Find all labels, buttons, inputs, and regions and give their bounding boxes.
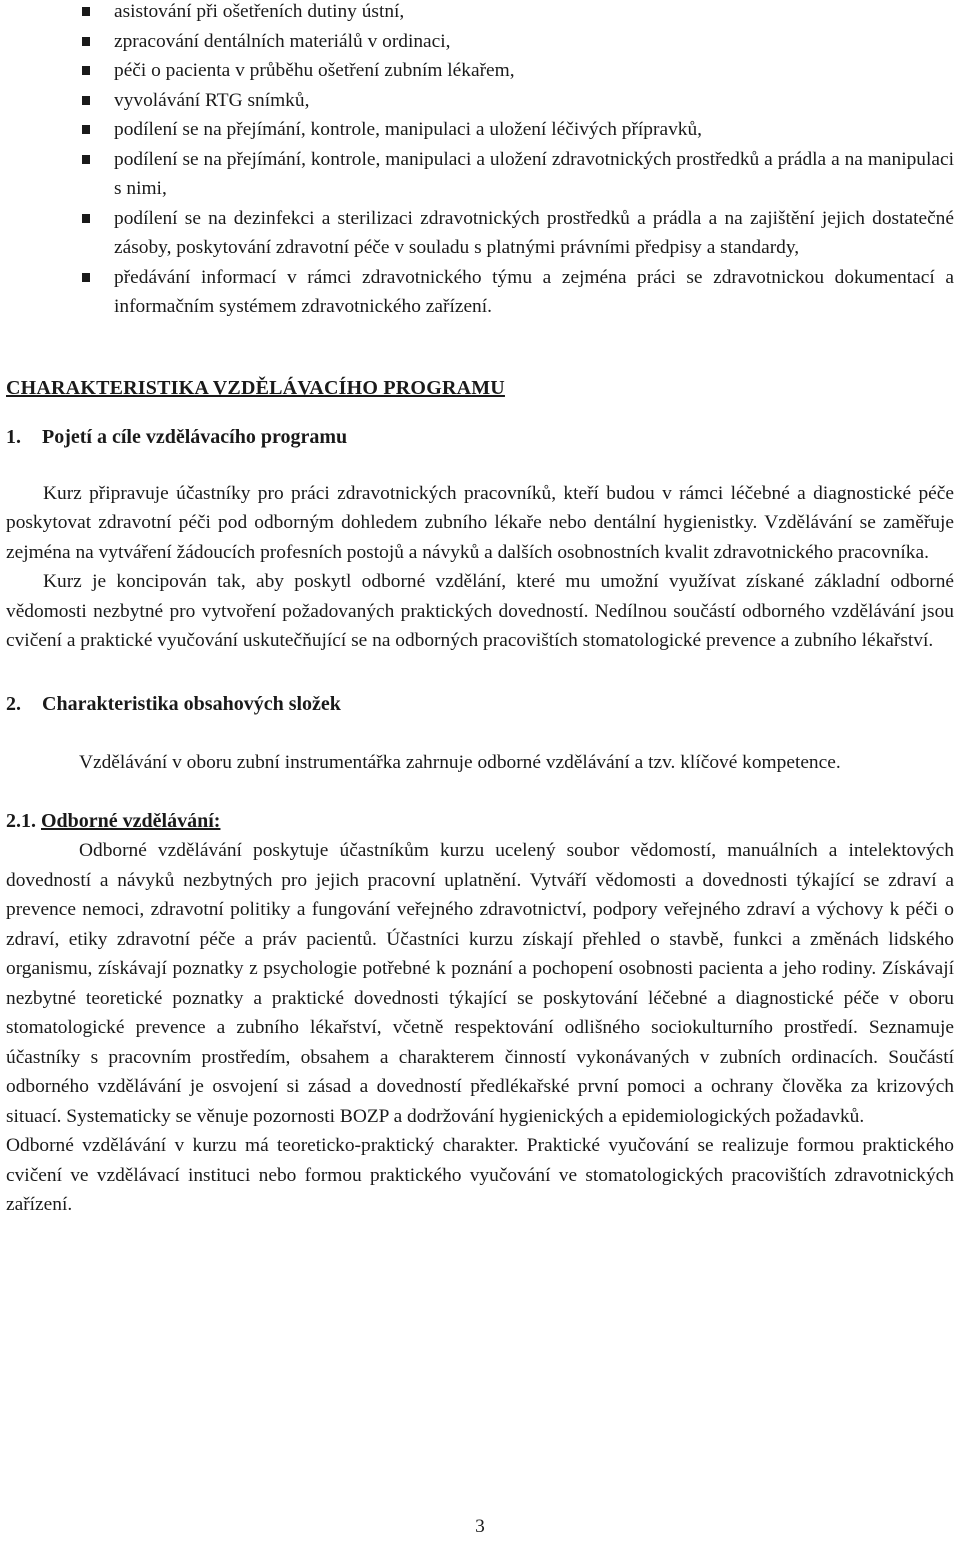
page-number: 3 — [475, 1516, 485, 1537]
square-bullet-icon — [82, 273, 90, 282]
square-bullet-icon — [82, 214, 90, 223]
list-item — [114, 0, 954, 27]
heading-text: Odborné vzdělávání: — [41, 809, 221, 832]
list-item — [114, 145, 954, 204]
list-item — [114, 263, 954, 322]
square-bullet-icon — [82, 96, 90, 105]
square-bullet-icon — [82, 66, 90, 75]
heading-number: 1. — [6, 426, 21, 448]
paragraph: Kurz je koncipován tak, aby poskytl odborné vzdělání, které mu umožní využívat získané základní odborné vědomosti nezbytné pro vytvoření požadovaných praktických dovedností. Nedílnou součástí odborného vzdělávání jsou cvičení a praktické vyučování uskutečňující se na odborných pracovištích stomatologické prevence a zubního lékařství. — [6, 571, 954, 651]
list-item-text: podílení se na přejímání, kontrole, manipulaci a uložení léčivých přípravků, — [114, 119, 702, 140]
paragraph — [6, 748, 954, 778]
square-bullet-icon — [82, 37, 90, 46]
list-item-text: podílení se na přejímání, kontrole, manipulaci a uložení zdravotnických prostředků a prádla a na manipulaci s nimi, — [114, 148, 954, 199]
paragraph: Odborné vzdělávání v kurzu má teoreticko-praktický charakter. Praktické vyučování se realizuje formou praktického cvičení ve vzdělávací instituci nebo formou praktického vyučování ve stomatologických pracovištích zdravotnických zařízení. — [6, 1135, 954, 1215]
paragraph: Odborné vzdělávání poskytuje účastníkům kurzu ucelený soubor vědomostí, manuálních a intelektových dovedností a návyků nezbytných pro jejich pracovní uplatnění. Vytváří vědomosti a dovednosti týkající se zdraví a prevence nemoci, zdravotní politiky a fungování veřejného zdravotnictví, podpory veřejného zdraví a výchovy k péči o zdraví, etiky zdravotní péče a práv pacientů. Účastníci kurzu získají přehled o stavbě, funkci a změnách lidského organismu, získávají poznatky z psychologie potřebné k poznání a pochopení osobnosti pacienta a jeho rodiny. Získávají nezbytné teoretické poznatky a praktické dovednosti týkající se poskytování léčebné a diagnostické péče v oboru stomatologické prevence a zubního lékařství, včetně respektování odlišného sociokulturního prostředí. Seznamuje účastníky s pracovním prostředím, obsahem a charakterem činností vykonávaných v zubních ordinacích. Součástí odborného vzdělávání je osvojení si zásad a dovedností předlékařské první pomoci a ochrany člověka za krizových situací. Systematicky se věnuje pozornosti BOZP a dodržování hygienických a epidemiologických požadavků. — [6, 840, 954, 1127]
heading-text: Pojetí a cíle vzdělávacího programu — [42, 426, 348, 448]
paragraph: Kurz připravuje účastníky pro práci zdravotnických pracovníků, kteří budou v rámci léčebné a diagnostické péče poskytovat zdravotní péči pod odborným dohledem zubního lékaře nebo dentální hygienistky. Vzdělávání se zaměřuje zejména na vytváření žádoucích profesních postojů a návyků a dalších osobnostních kvalit zdravotnického pracovníka. — [6, 482, 954, 563]
list-item-text: vyvolávání RTG snímků, — [114, 89, 310, 111]
list-item-text: podílení se na dezinfekci a sterilizaci zdravotnických prostředků a prádla a na zajištění jejich dostatečné zásoby, poskytování zdravotní péče v souladu s platnými právními předpisy a standardy, — [114, 207, 954, 258]
list-item-text: péči o pacienta v průběhu ošetření zubním lékařem, — [114, 60, 515, 81]
list-item — [114, 27, 954, 57]
list-item-text: zpracování dentálních materiálů v ordinaci, — [114, 30, 451, 52]
document-page — [6, 0, 954, 1220]
paragraph-text: Vzdělávání v oboru zubní instrumentářka zahrnuje odborné vzdělávání a tzv. klíčové kompetence. — [79, 752, 841, 773]
list-item — [114, 115, 954, 145]
list-item — [114, 86, 954, 116]
heading-professional-education — [6, 807, 954, 837]
square-bullet-icon — [82, 125, 90, 134]
square-bullet-icon — [82, 155, 90, 164]
duties-list — [6, 0, 954, 322]
heading-text: Charakteristika obsahových složek — [42, 692, 341, 715]
list-item — [114, 204, 954, 263]
heading-number: 2.1. — [6, 809, 36, 832]
list-item-text: asistování při ošetřeních dutiny ústní, — [114, 1, 405, 22]
heading-content-components — [6, 690, 954, 720]
section-title: CHARAKTERISTIKA VZDĚLÁVACÍHO PROGRAMU — [6, 376, 505, 399]
heading-number: 2. — [6, 692, 21, 715]
list-item — [114, 56, 954, 86]
heading-program-goals — [6, 423, 954, 453]
list-item-text: předávání informací v rámci zdravotnického týmu a zejména práci se zdravotnickou dokumentací a informačním systémem zdravotnického zařízení. — [114, 266, 954, 317]
square-bullet-icon — [82, 7, 90, 16]
